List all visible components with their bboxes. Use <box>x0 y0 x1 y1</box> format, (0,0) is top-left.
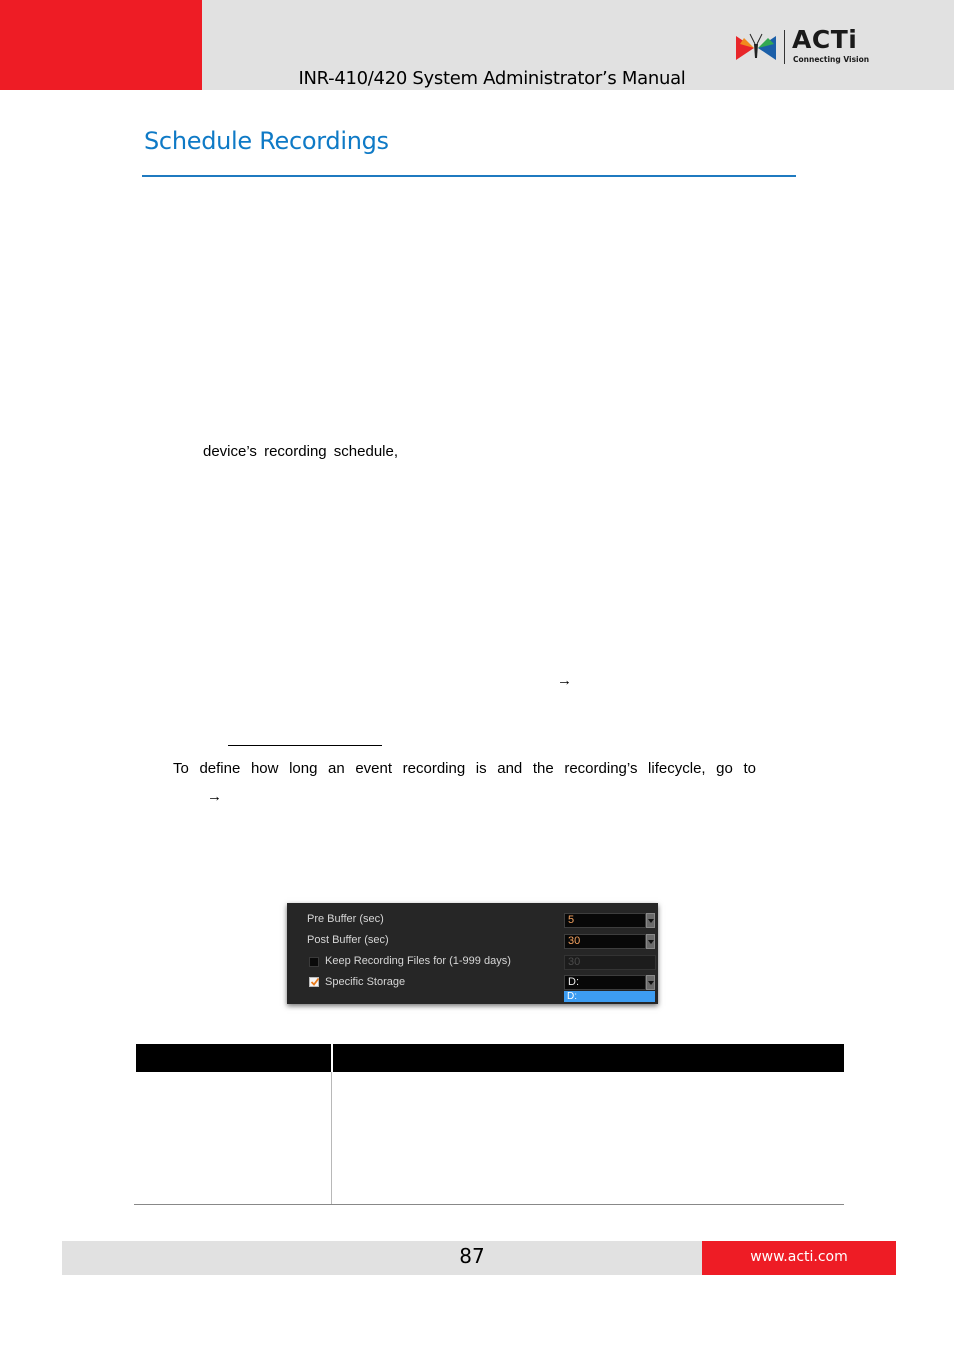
logo-separator <box>784 30 785 64</box>
pre-buffer-label: Pre Buffer (sec) <box>307 913 384 925</box>
storage-dropdown-option[interactable]: D: <box>564 991 655 1002</box>
page-number: 87 <box>459 1244 485 1268</box>
manual-title: INR-410/420 System Administrator’s Manual <box>298 68 686 89</box>
section-title-rule <box>142 175 796 177</box>
menu-path-arrow-icon: → <box>207 788 222 805</box>
storage-select[interactable]: D: <box>564 975 646 990</box>
specific-storage-checkbox[interactable] <box>309 977 319 987</box>
logo-tagline: Connecting Vision <box>793 55 870 64</box>
post-buffer-select[interactable]: 30 <box>564 934 646 949</box>
recording-settings-panel <box>287 903 658 1004</box>
pre-buffer-select[interactable]: 5 <box>564 913 646 928</box>
hyperlink-underline[interactable] <box>228 745 382 746</box>
table-header-row <box>136 1044 844 1072</box>
logo-wordmark: ACTi <box>792 25 858 54</box>
chevron-down-icon[interactable] <box>646 975 655 990</box>
acti-logo <box>734 25 874 68</box>
chevron-down-icon[interactable] <box>646 913 655 928</box>
checkmark-icon <box>310 977 320 987</box>
specific-storage-label: Specific Storage <box>325 976 406 988</box>
butterfly-logo-icon <box>734 32 778 64</box>
keep-files-checkbox[interactable] <box>309 957 319 967</box>
body-text-device-schedule: device’s recording schedule, <box>203 443 399 460</box>
chevron-down-icon[interactable] <box>646 934 655 949</box>
keep-files-days-input[interactable]: 30 <box>564 955 656 970</box>
header-red-block <box>0 0 202 90</box>
keep-files-label: Keep Recording Files for (1-999 days) <box>325 955 511 967</box>
body-text-define-event-recording: To define how long an event recording is and the recording’s lifecycle, go to <box>173 760 756 777</box>
post-buffer-label: Post Buffer (sec) <box>307 934 389 946</box>
website-link[interactable]: www.acti.com <box>750 1249 848 1265</box>
table-bottom-rule <box>134 1204 844 1205</box>
section-title: Schedule Recordings <box>144 127 389 155</box>
table-header-divider <box>331 1044 333 1072</box>
menu-path-arrow-icon: → <box>557 672 572 689</box>
